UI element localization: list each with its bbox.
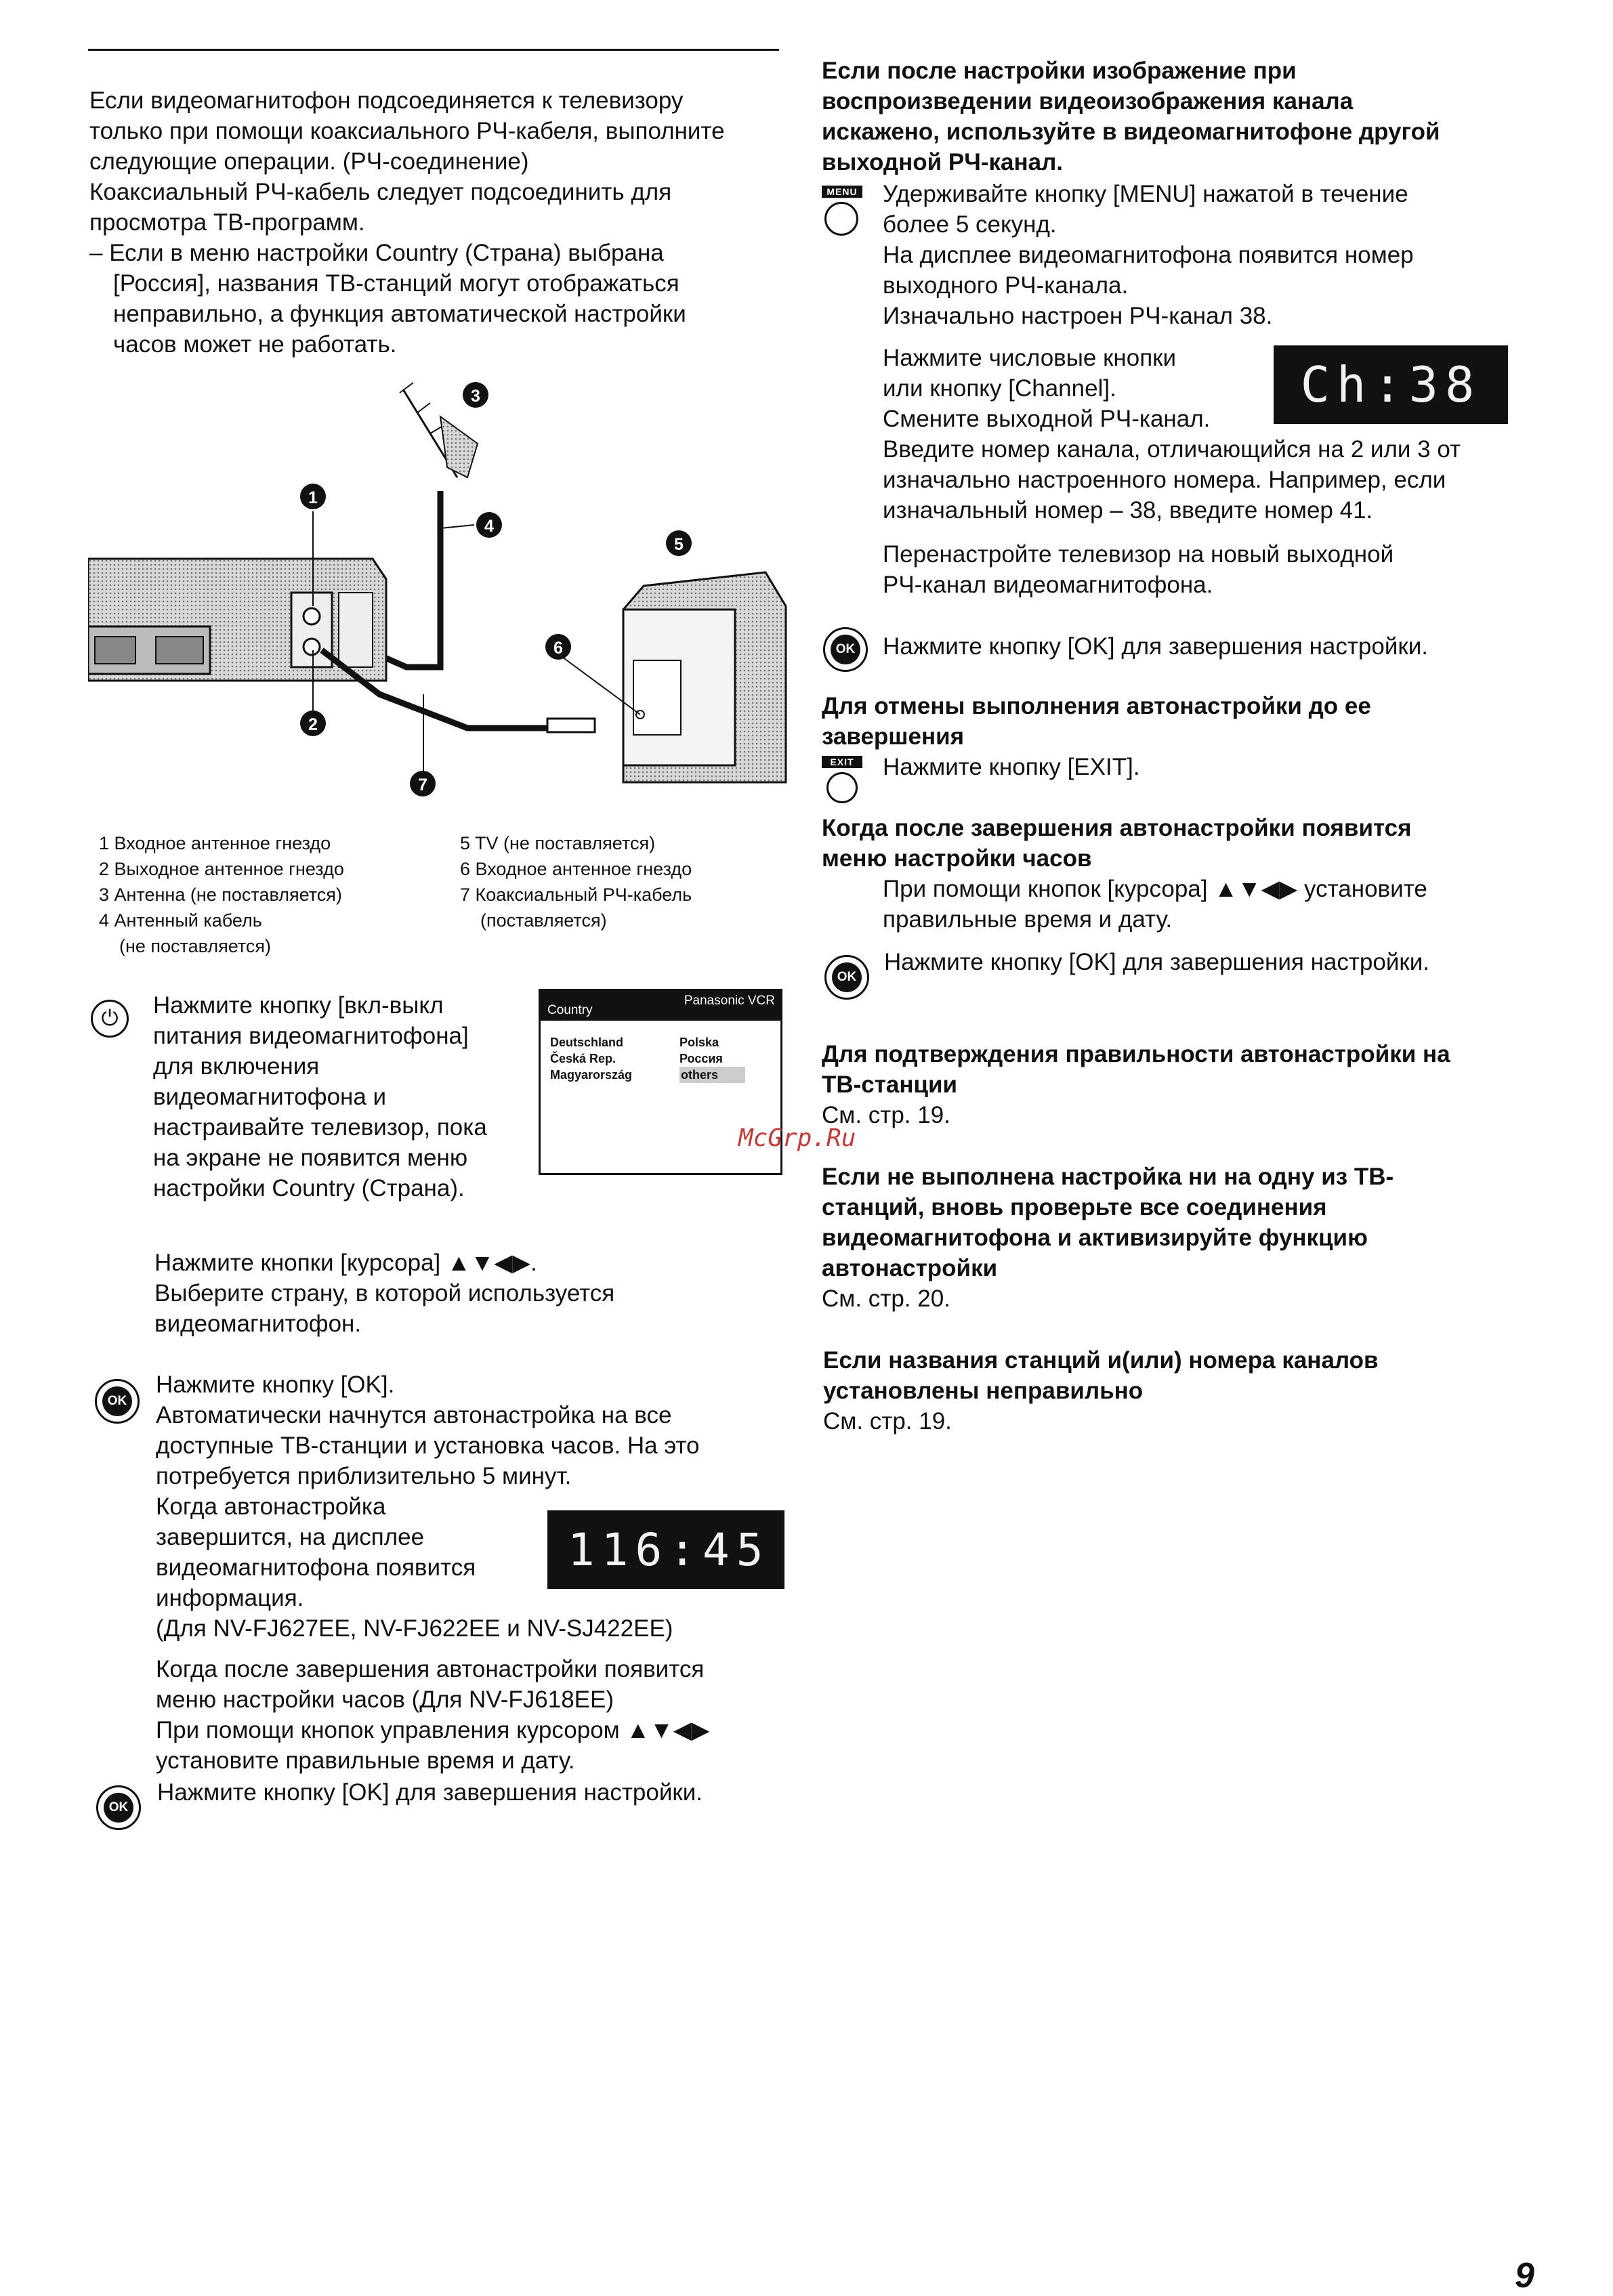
ok-label: OK [832, 962, 862, 992]
step-line: Нажмите числовые кнопки [883, 345, 1177, 371]
models-note: (Для NV-FJ627EE, NV-FJ622EE и NV-SJ422EE) [156, 1615, 673, 1642]
heading-confirm [822, 1039, 1540, 1130]
step-line: более 5 секунд. [883, 211, 1057, 238]
step-line: установите правильные время и дату. [156, 1747, 575, 1774]
heading-line: выходной РЧ-канал. [822, 149, 1064, 175]
menu-button-icon [822, 186, 862, 236]
diagram-legend-col2 [460, 830, 799, 933]
cursor-step [154, 1248, 764, 1339]
marker-2 [300, 710, 326, 736]
marker-6-label: 6 [553, 639, 563, 658]
ok-label: OK [831, 635, 860, 664]
heading-clock [822, 813, 1533, 874]
heading-line: установлены неправильно [823, 1378, 1144, 1404]
step-line: правильные время и дату. [883, 906, 1173, 933]
ok-button-icon [824, 955, 869, 1000]
heading-line: Если не выполнена настройка ни на одну из ТВ- [822, 1164, 1394, 1190]
country-list-col1 [550, 1034, 632, 1083]
step-line: меню настройки часов (Для NV-FJ618EE) [156, 1686, 614, 1713]
step-line: На дисплее видеомагнитофона появится номер [883, 242, 1414, 268]
heading-line: станций, вновь проверьте все соединения [822, 1194, 1327, 1220]
step-line: информация. [156, 1585, 304, 1611]
step-line: на экране не появится меню [153, 1145, 468, 1171]
step-line: выходного РЧ-канала. [883, 272, 1129, 299]
step-line: Нажмите кнопку [вкл-выкл [153, 992, 444, 1019]
legend-item: (поставляется) [460, 910, 607, 931]
heading-line: Для подтверждения правильности автонастройки на [822, 1041, 1450, 1067]
heading-line: видеомагнитофона и активизируйте функцию [822, 1225, 1368, 1251]
marker-1 [300, 484, 326, 509]
exit-button-icon [822, 756, 862, 803]
step-line: видеомагнитофон. [154, 1311, 362, 1337]
power-icon [91, 1000, 129, 1038]
step-line: питания видеомагнитофона] [153, 1023, 469, 1049]
page-reference: См. стр. 19. [822, 1102, 950, 1128]
heading-line: Для отмены выполнения автонастройки до ее [822, 693, 1371, 719]
country-menu-brand: Panasonic VCR [684, 994, 775, 1008]
marker-6 [545, 634, 571, 660]
page-number: 9 [1515, 2256, 1534, 2295]
step-line: настройки Country (Страна). [153, 1175, 465, 1202]
note-line: [Россия], названия ТВ-станций могут отображаться [113, 270, 679, 297]
legend-item: (не поставляется) [99, 936, 272, 956]
step-line: Смените выходной РЧ-канал. [883, 406, 1211, 432]
country-list-col2 [679, 1034, 745, 1083]
marker-3-label: 3 [471, 387, 480, 406]
ok-finish-step: Нажмите кнопку [OK] для завершения настройки. [883, 633, 1428, 660]
country-option[interactable]: Česká Rep. [550, 1052, 616, 1065]
country-option[interactable]: Polska [679, 1036, 719, 1049]
legend-item: 2 Выходное антенное гнездо [99, 859, 344, 879]
connection-diagram [88, 376, 793, 809]
marker-1-label: 1 [308, 488, 318, 507]
legend-item: 4 Антенный кабель [99, 910, 262, 931]
ok-finish-step: Нажмите кнопку [OK] для завершения настройки. [884, 949, 1429, 975]
ok-final-step: Нажмите кнопку [OK] для завершения настройки. [157, 1779, 703, 1806]
step-line: Когда автонастройка [156, 1493, 386, 1520]
exit-step: Нажмите кнопку [EXIT]. [883, 754, 1140, 780]
step-line: При помощи кнопок [курсора] ▲▼◀▶ установите [883, 876, 1427, 902]
tv-illustration [623, 572, 786, 782]
intro-line: только при помощи коаксиального РЧ-кабеля, выполните [89, 118, 725, 144]
heading-line: искажено, используйте в видеомагнитофоне другой [822, 119, 1440, 145]
step-line: Выберите страну, в которой используется [154, 1280, 615, 1306]
heading-line: завершения [822, 723, 965, 750]
exit-label: EXIT [822, 756, 862, 768]
menu-button-circle [824, 202, 858, 236]
country-menu-title: Country [547, 1003, 593, 1017]
clock-step [883, 874, 1533, 935]
step-line: или кнопку [Channel]. [883, 375, 1116, 402]
marker-4 [476, 512, 502, 538]
legend-item: 7 Коаксиальный РЧ-кабель [460, 885, 692, 905]
step-line: Автоматически начнутся автонастройка на все [156, 1402, 672, 1428]
channel-step [883, 343, 1262, 434]
note-line: часов может не работать. [113, 331, 397, 358]
step-line: Удерживайте кнопку [MENU] нажатой в течение [883, 181, 1408, 207]
step-line: настраивайте телевизор, пока [153, 1114, 487, 1141]
heading-wrong-names [823, 1345, 1534, 1437]
country-option[interactable]: Magyarország [550, 1068, 633, 1082]
legend-item: 3 Антенна (не поставляется) [99, 885, 342, 905]
legend-item: 6 Входное антенное гнездо [460, 859, 692, 879]
note-line: – Если в меню настройки Country (Страна) выбрана [89, 240, 664, 266]
intro-line: просмотра ТВ-программ. [89, 209, 365, 236]
top-rule [88, 49, 779, 51]
step-line: изначальный номер – 38, введите номер 41. [883, 497, 1373, 524]
marker-2-label: 2 [308, 715, 318, 734]
step-line: для включения [153, 1053, 320, 1080]
country-option[interactable]: Россия [679, 1052, 723, 1065]
power-glyph: ⏻ [101, 1006, 119, 1030]
lcd-program-number: 1 [568, 1523, 602, 1576]
intro-line: Если видеомагнитофон подсоединяется к телевизору [89, 87, 684, 114]
country-menu-header [541, 991, 780, 1021]
step-line: видеомагнитофона появится [156, 1554, 476, 1581]
page-reference: См. стр. 19. [823, 1408, 952, 1434]
ok-label: OK [104, 1793, 133, 1823]
heading-line: автонастройки [822, 1255, 998, 1281]
step-line: потребуется приблизительно 5 минут. [156, 1463, 572, 1489]
step-line: Введите номер канала, отличающийся на 2 или 3 от [883, 436, 1461, 463]
heading-line: воспроизведении видеоизображения канала [822, 88, 1354, 114]
heading-cancel [822, 691, 1533, 752]
russia-note [89, 238, 794, 360]
step-line: видеомагнитофона и [153, 1084, 387, 1110]
clock-menu-note [156, 1654, 793, 1776]
ok-button-icon [823, 627, 868, 672]
heading-line: меню настройки часов [822, 845, 1092, 872]
step-line: Перенастройте телевизор на новый выходной [883, 541, 1394, 568]
power-step [153, 990, 546, 1204]
marker-4-label: 4 [484, 517, 494, 536]
marker-7 [410, 771, 436, 796]
intro-line: следующие операции. (РЧ-соединение) [89, 148, 529, 175]
diagram-legend-col1 [99, 830, 438, 959]
step-line: завершится, на дисплее [156, 1524, 425, 1550]
marker-7-label: 7 [418, 775, 427, 794]
step-line: изначально настроенного номера. Например, если [883, 467, 1446, 493]
ok-button-icon [95, 1379, 140, 1424]
ok-step [156, 1369, 793, 1644]
step-line: Когда после завершения автонастройки появится [156, 1656, 705, 1682]
ok-label: OK [102, 1386, 132, 1416]
marker-5 [666, 530, 692, 556]
lcd-channel: Ch:38 [1300, 356, 1482, 413]
country-option[interactable]: Deutschland [550, 1036, 624, 1049]
clock-lcd-display [547, 1510, 784, 1589]
heading-line: Когда после завершения автонастройки появится [822, 815, 1412, 841]
step-line: РЧ-канал видеомагнитофона. [883, 572, 1213, 598]
retune-note [883, 539, 1533, 600]
intro-text [89, 85, 794, 238]
marker-5-label: 5 [674, 535, 684, 554]
marker-3 [463, 382, 488, 408]
watermark: McGrp.Ru [738, 1124, 856, 1152]
channel-lcd-display [1274, 345, 1508, 424]
step-line: При помощи кнопок управления курсором ▲▼◀▶ [156, 1717, 710, 1743]
page-reference: См. стр. 20. [822, 1285, 950, 1312]
heading-line: Если названия станций и(или) номера каналов [823, 1347, 1379, 1374]
legend-item: 5 TV (не поставляется) [460, 833, 656, 853]
legend-item: 1 Входное антенное гнездо [99, 833, 331, 853]
heading-line: ТВ-станции [822, 1071, 958, 1098]
exit-button-circle [826, 772, 858, 803]
step-line: Изначально настроен РЧ-канал 38. [883, 303, 1273, 329]
lcd-clock-time: 16:45 [601, 1523, 770, 1576]
country-option-selected[interactable]: others [679, 1067, 745, 1083]
step-line: Нажмите кнопки [курсора] ▲▼◀▶. [154, 1250, 537, 1276]
menu-label: MENU [822, 186, 862, 198]
channel-note [883, 434, 1533, 526]
heading-distorted-image [822, 56, 1533, 177]
menu-step [883, 179, 1533, 331]
step-line: Нажмите кнопку [OK]. [156, 1372, 395, 1398]
step-line: доступные ТВ-станции и установка часов. На это [156, 1432, 700, 1459]
ok-button-icon [96, 1785, 141, 1830]
note-line: неправильно, а функция автоматической настройки [113, 301, 686, 327]
heading-no-stations [822, 1162, 1533, 1314]
heading-line: Если после настройки изображение при [822, 58, 1297, 84]
intro-line: Коаксиальный РЧ-кабель следует подсоединить для [89, 179, 672, 205]
